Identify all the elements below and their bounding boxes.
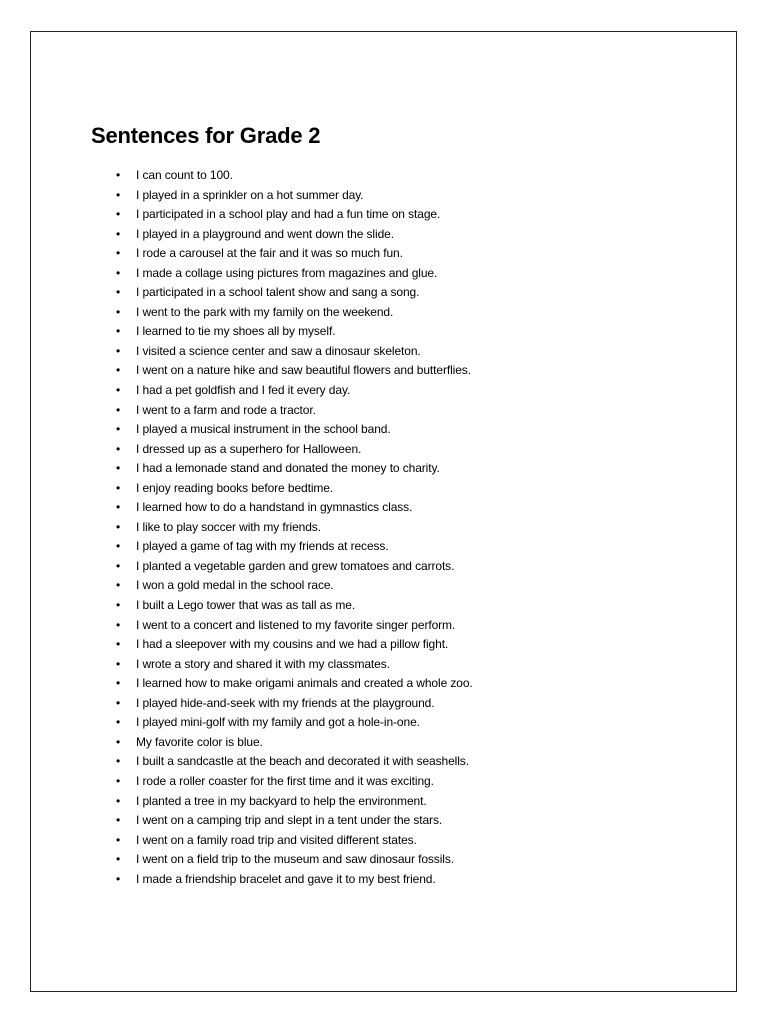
- sentence-text: I made a friendship bracelet and gave it to my best friend.: [136, 871, 436, 886]
- sentence-text: I built a Lego tower that was as tall as me.: [136, 598, 356, 613]
- bullet-icon: •: [116, 852, 121, 867]
- bullet-icon: •: [116, 637, 121, 652]
- sentence-text: I can count to 100.: [136, 168, 233, 182]
- bullet-icon: •: [116, 461, 121, 476]
- bullet-icon: •: [116, 773, 121, 788]
- bullet-icon: •: [116, 285, 121, 300]
- sentence-text: I played hide-and-seek with my friends at the playground.: [136, 695, 435, 710]
- bullet-icon: •: [116, 226, 121, 241]
- sentence-text: I wrote a story and shared it with my classmates.: [136, 656, 390, 671]
- bullet-icon: •: [116, 793, 121, 808]
- sentence-text: I played in a playground and went down the slide.: [136, 226, 394, 241]
- bullet-icon: •: [116, 754, 121, 769]
- bullet-icon: •: [116, 734, 121, 749]
- bullet-icon: •: [116, 343, 121, 358]
- sentence-text: I went to the park with my family on the weekend.: [136, 304, 394, 319]
- bullet-icon: •: [116, 656, 121, 671]
- sentence-text: I went to a concert and listened to my favorite singer perform.: [136, 617, 456, 632]
- bullet-icon: •: [116, 598, 121, 613]
- sentence-text: I planted a tree in my backyard to help the environment.: [136, 793, 427, 808]
- bullet-icon: •: [116, 265, 121, 280]
- sentence-text: I went on a field trip to the museum and saw dinosaur fossils.: [136, 852, 454, 867]
- document-page: [30, 31, 737, 992]
- document-title: Sentences for Grade 2: [91, 123, 321, 148]
- bullet-icon: •: [116, 441, 121, 456]
- bullet-icon: •: [116, 402, 121, 417]
- bullet-icon: •: [116, 871, 121, 886]
- sentence-text: I visited a science center and saw a dinosaur skeleton.: [136, 343, 421, 358]
- sentence-text: I played a musical instrument in the school band.: [136, 422, 391, 437]
- bullet-icon: •: [116, 304, 121, 319]
- sentence-text: I played mini-golf with my family and got a hole-in-one.: [136, 715, 420, 730]
- sentence-text: I had a sleepover with my cousins and we had a pillow fight.: [136, 637, 449, 652]
- bullet-icon: •: [116, 500, 121, 515]
- bullet-icon: •: [116, 383, 121, 398]
- bullet-icon: •: [116, 519, 121, 534]
- bullet-icon: •: [116, 558, 121, 573]
- sentence-text: I enjoy reading books before bedtime.: [136, 480, 334, 495]
- bullet-icon: •: [116, 324, 121, 339]
- sentence-text: I learned to tie my shoes all by myself.: [136, 324, 336, 339]
- sentence-text: I went on a family road trip and visited different states.: [136, 832, 417, 847]
- sentence-text: I participated in a school play and had a fun time on stage.: [136, 207, 441, 222]
- sentence-text: I like to play soccer with my friends.: [136, 519, 321, 534]
- bullet-icon: •: [116, 578, 121, 593]
- bullet-icon: •: [116, 246, 121, 261]
- sentence-text: I went on a nature hike and saw beautiful flowers and butterflies.: [136, 363, 471, 378]
- sentence-text: I went to a farm and rode a tractor.: [136, 402, 316, 417]
- sentence-text: I played a game of tag with my friends at recess.: [136, 539, 389, 554]
- bullet-icon: •: [116, 715, 121, 730]
- bullet-icon: •: [116, 422, 121, 437]
- sentence-text: I had a lemonade stand and donated the money to charity.: [136, 461, 440, 476]
- sentence-text: I rode a roller coaster for the first time and it was exciting.: [136, 773, 434, 788]
- bullet-icon: •: [116, 207, 121, 222]
- bullet-icon: •: [116, 695, 121, 710]
- sentence-text: I planted a vegetable garden and grew tomatoes and carrots.: [136, 558, 455, 573]
- sentence-text: I won a gold medal in the school race.: [136, 578, 334, 593]
- sentence-text: I dressed up as a superhero for Halloween.: [136, 441, 362, 456]
- bullet-icon: •: [116, 832, 121, 847]
- bullet-icon: •: [116, 168, 121, 182]
- sentence-text: I had a pet goldfish and I fed it every day.: [136, 383, 351, 398]
- sentence-text: I made a collage using pictures from magazines and glue.: [136, 265, 438, 280]
- bullet-icon: •: [116, 676, 121, 691]
- bullet-icon: •: [116, 813, 121, 828]
- bullet-icon: •: [116, 480, 121, 495]
- sentence-text: I went on a camping trip and slept in a tent under the stars.: [136, 813, 443, 828]
- bullet-icon: •: [116, 617, 121, 632]
- sentence-text: I learned how to make origami animals and created a whole zoo.: [136, 676, 473, 691]
- bullet-icon: •: [116, 539, 121, 554]
- sentence-text: I rode a carousel at the fair and it was so much fun.: [136, 246, 403, 261]
- sentence-text: I played in a sprinkler on a hot summer day.: [136, 187, 364, 202]
- sentence-text: I built a sandcastle at the beach and decorated it with seashells.: [136, 754, 469, 769]
- sentence-text: I learned how to do a handstand in gymnastics class.: [136, 500, 413, 515]
- sentence-text: My favorite color is blue.: [136, 734, 263, 749]
- bullet-icon: •: [116, 363, 121, 378]
- bullet-icon: •: [116, 187, 121, 202]
- sentence-text: I participated in a school talent show and sang a song.: [136, 285, 420, 300]
